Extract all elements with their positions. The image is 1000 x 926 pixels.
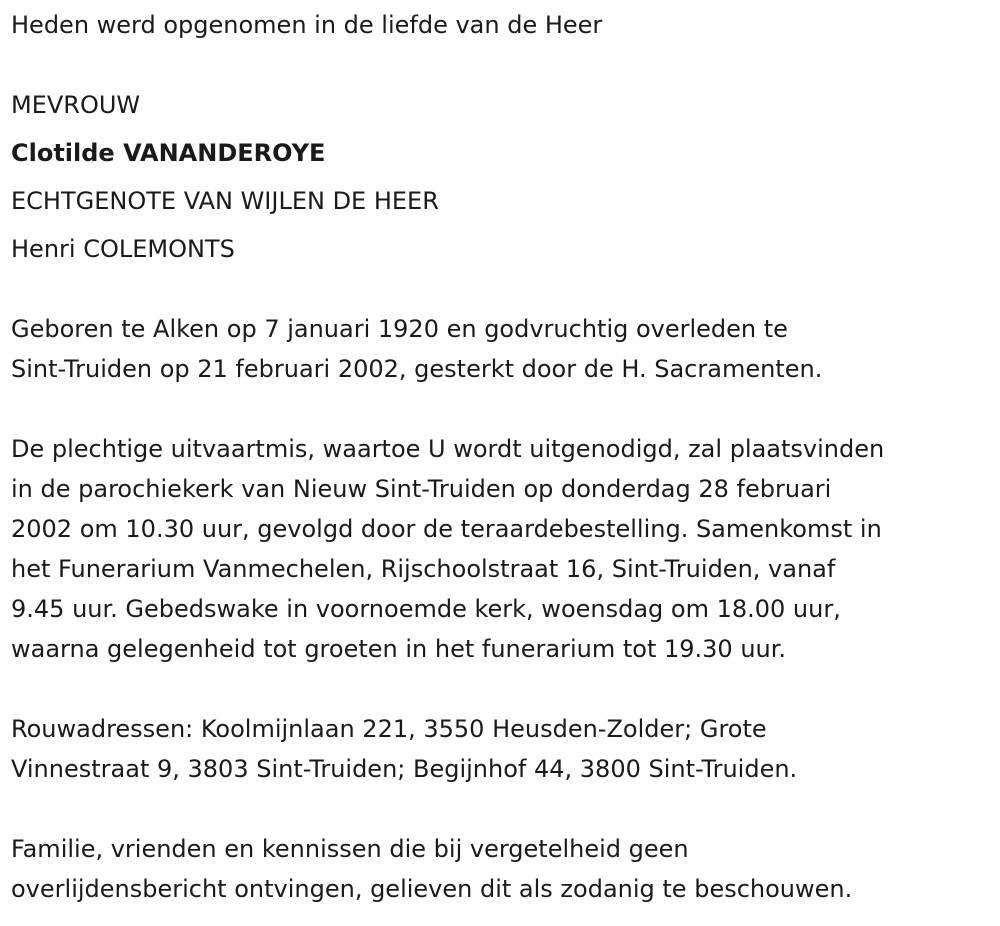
opening-line: Heden werd opgenomen in de liefde van de Heer (11, 11, 603, 39)
birth-death-paragraph: Geboren te Alken op 7 januari 1920 en godvruchtig overleden te Sint-Truiden op 21 februari 2002, gesterkt door de H. Sacramenten. (11, 315, 823, 383)
deceased-name: Clotilde VANANDEROYE (11, 139, 326, 167)
spouse-name: Henri COLEMONTS (11, 235, 235, 263)
closing-paragraph: Familie, vrienden en kennissen die bij vergetelheid geen overlijdensbericht ontvingen, gelieven dit als zodanig te beschouwen. (11, 835, 853, 903)
title-line: MEVROUW (11, 91, 141, 119)
funeral-paragraph: De plechtige uitvaartmis, waartoe U wordt uitgenodigd, zal plaatsvinden in de parochiekerk van Nieuw Sint-Truiden op donderdag 28 februari 2002 om 10.30 uur, gevolgd door de teraardebestelling. Samenkomst in het Funerarium Vanmechelen, Rijschoolstraat 16, Sint-Truiden, vanaf 9.45 uur. Gebedswake in voornoemde kerk, woensdag om 18.00 uur, waarna gelegenheid tot groeten in het funerarium tot 19.30 uur. (11, 435, 885, 663)
relation-line: ECHTGENOTE VAN WIJLEN DE HEER (11, 187, 439, 215)
addresses-paragraph: Rouwadressen: Koolmijnlaan 221, 3550 Heusden-Zolder; Grote Vinnestraat 9, 3803 Sint-Truiden; Begijnhof 44, 3800 Sint-Truiden. (11, 715, 798, 783)
